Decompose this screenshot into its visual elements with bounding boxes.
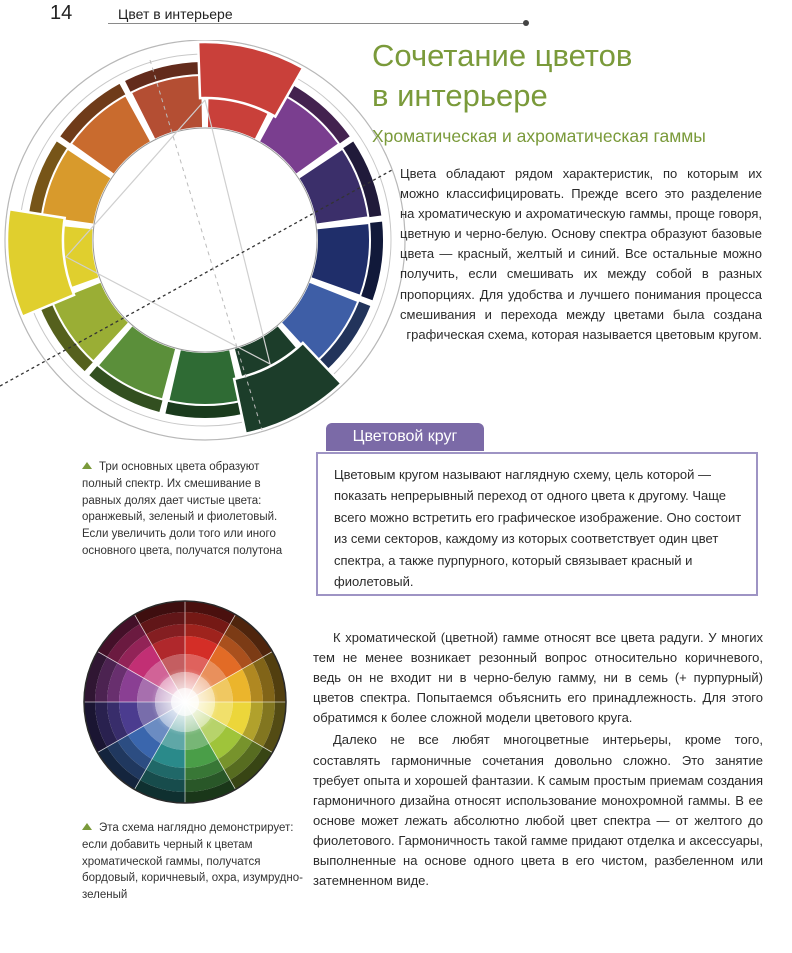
caption-top-text: Три основных цвета образуют полный спектр. Их смешивание в равных долях дает чистые цвета: оранжевый, зеленый и фиолетовый. Если увеличить доли того или иного основного цвета, получатся полутона: [82, 461, 283, 557]
primary-color-segment: [7, 209, 74, 316]
wheel-center: [93, 128, 317, 352]
article-title: [372, 36, 772, 116]
caption-bottom-wheel: [82, 820, 308, 904]
caption-top-wheel: [82, 459, 294, 560]
title-line-1: Сочетание цветов: [372, 38, 633, 73]
body-paragraph-2: Далеко не все любят многоцветные интерьеры, кроме того, составлять гармоничные сочетания довольно сложно. Это занятие требует опыта и хорошей фантазии. К самым простым приемам создания гармоничного дизайна относят использование монохромной гаммы. В ее основе может лежать абсолютно любой цвет спектра — от желтого до фиолетового. Гармоничность такой гамме придают отделка и аксессуары, выполненные на основе одного цвета в его чистом, разбеленном или затемненном виде.: [313, 732, 763, 889]
color-wheel-shades: [80, 597, 290, 807]
page-number: 14: [50, 2, 73, 24]
wheel-glow: [151, 668, 219, 736]
color-wheel-diagram: [0, 40, 420, 450]
triangle-bullet-icon: [82, 462, 92, 469]
body-paragraph-1: К хроматической (цветной) гамме относят все цвета радуги. У многих тем не менее возникает резонный вопрос относительно коричневого, ведь он не входит ни в черно-белую гамму, ни в семь (+ пурпурный) цветов спектра. Попытаемся объяснить его принадлежность. Для этого обратимся к более сложной модели цветового круга.: [313, 630, 763, 726]
running-head: Цвет в интерьере: [118, 6, 233, 22]
intro-paragraph: Цвета обладают рядом характеристик, по которым их можно классифицировать. Прежде всего это разделение на хроматическую и ахроматическую гаммы, проще говоря, цветную и черно-белую. Основу спектра образуют базовые цвета — красный, желтый и синий. Все остальные можно получить, если смешивать их между собой в разных пропорциях. Для удобства и лучшего понимания процесса смешивания и перехода между цветами была создана графическая схема, которая называется цветовым кругом.: [400, 166, 762, 342]
main-text: [313, 628, 763, 891]
sidebar-box-tab: Цветовой круг: [326, 423, 484, 451]
header-dot: [523, 20, 529, 26]
header-rule: [108, 23, 526, 24]
caption-bottom-text: Эта схема наглядно демонстрирует: если добавить черный к цветам хроматической гаммы, получатся бордовый, коричневый, охра, изумрудно-зеленый: [82, 822, 303, 902]
triangle-bullet-icon: [82, 823, 92, 830]
sidebar-box: [316, 452, 758, 596]
section-subtitle: Хроматическая и ахроматическая гаммы: [372, 126, 706, 146]
wheel-segment: [168, 349, 241, 405]
sidebar-box-text: Цветовым кругом называют наглядную схему, цель которой — показать непрерывный переход от одного цвета к другому. Чаще всего можно встретить его графическое изображение. Оно состоит из семи секторов, каждому из которых соответствует один цвет спектра, а также пурпурного, который связывает красный и фиолетовый.: [334, 467, 742, 590]
title-line-2: в интерьере: [372, 78, 548, 113]
